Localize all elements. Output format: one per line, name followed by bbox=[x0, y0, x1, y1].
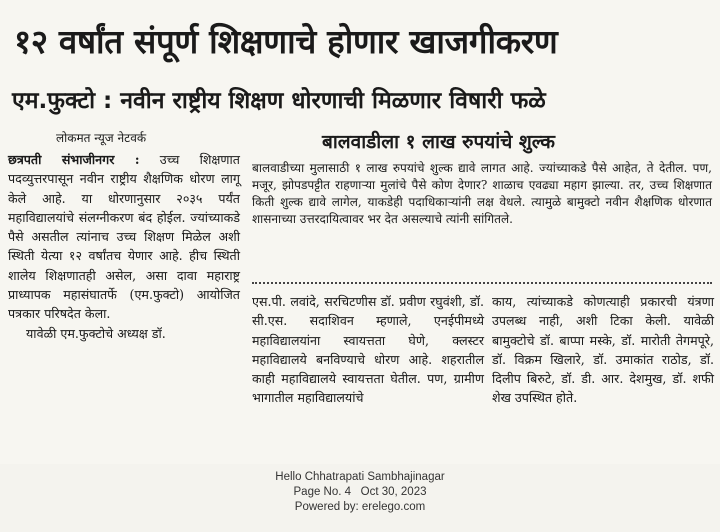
byline: लोकमत न्यूज नेटवर्क bbox=[56, 131, 147, 145]
footer-powered: Powered by: erelego.com bbox=[294, 501, 426, 513]
headline: १२ वर्षांत संपूर्ण शिक्षणाचे होणार खाजगीकरण bbox=[14, 22, 558, 61]
article-paragraph-1: उच्च शिक्षणात पदव्युत्तरपासून नवीन राष्ट्रीय शैक्षणिक धोरण लागू केले आहे. या धोरणानुसार २०३५ पर्यंत महाविद्यालयांचे संलग्नीकरण बंद होईल. ज्यांच्याकडे पैसे असतील त्यांनाच उच्च शिक्षण मिळेल अशी स्थिती येत्या १२ वर्षांतच येणार आहे. हीच स्थिती शालेय शिक्षणातही असेल, असा दावा महाराष्ट्र प्राध्यापक महासंघातर्फे (एम.फुक्टो) आयोजित पत्रकार परिषदेत केला. bbox=[8, 152, 240, 322]
box-title: बालवाडीला १ लाख रुपयांचे शुल्क bbox=[322, 131, 555, 153]
footer-page: Page No. 4 bbox=[293, 486, 352, 498]
article-column-2: एस.पी. लवांदे, सरचिटणीस डॉ. प्रवीण रघुवंशी, डॉ. सी.एस. सदाशिवन म्हणाले, एनईपीमध्ये महाविद्यालयांना स्वायत्तता घेणे, क्लस्टर महाविद्यालये बनविण्याचे धोरण आहे. शहरातील काही महाविद्यालये स्वायत्तता घेतील. पण, ग्रामीण भागातील महाविद्यालयांचे bbox=[252, 294, 484, 406]
footer-page-line bbox=[0, 485, 720, 500]
footer bbox=[0, 470, 720, 515]
subheadline: एम.फुक्टो : नवीन राष्ट्रीय शिक्षण धोरणाची मिळणार विषारी फळे bbox=[12, 88, 546, 114]
dotted-divider bbox=[252, 282, 712, 284]
box-text: बालवाडीच्या मुलासाठी १ लाख रुपयांचे शुल्क द्यावे लागत आहे. ज्यांच्याकडे पैसे आहेत, ते देतील. पण, मजूर, झोपडपट्टीत राहणाऱ्या मुलांचे पैसे कोण देणार? शाळाच एवढ्या महाग झाल्या. तर, उच्च शिक्षणात किती शुल्क द्यावे लागेल, याकडेही पदाधिकाऱ्यांनी लक्ष वेधले. त्यामुळे बामुक्टो नवीन शैक्षणिक धोरणात शासनाच्या उत्तरदायित्वावर भर देत असल्याचे त्यांनी सांगितले. bbox=[252, 161, 712, 226]
footer-date: Oct 30, 2023 bbox=[360, 486, 427, 498]
article-column-3: काय, त्यांच्याकडे कोणत्याही प्रकारची यंत्रणा उपलब्ध नाही, अशी टिका केली. यावेळी बामुक्टोचे डॉ. बाप्पा मस्के, डॉ. मारोती तेगमपूरे, डॉ. विक्रम खिलारे, डॉ. उमाकांत राठोड, डॉ. दिलीप बिरुटे, डॉ. डी. आर. देशमुख, डॉ. शफी शेख उपस्थित होते. bbox=[492, 294, 714, 406]
footer-edition: Hello Chhatrapati Sambhajinagar bbox=[275, 471, 445, 483]
dateline: छत्रपती संभाजीनगर : bbox=[8, 152, 140, 167]
article-column-1 bbox=[8, 150, 240, 343]
article-paragraph-2: यावेळी एम.फुक्टोचे अध्यक्ष डॉ. bbox=[26, 325, 166, 341]
